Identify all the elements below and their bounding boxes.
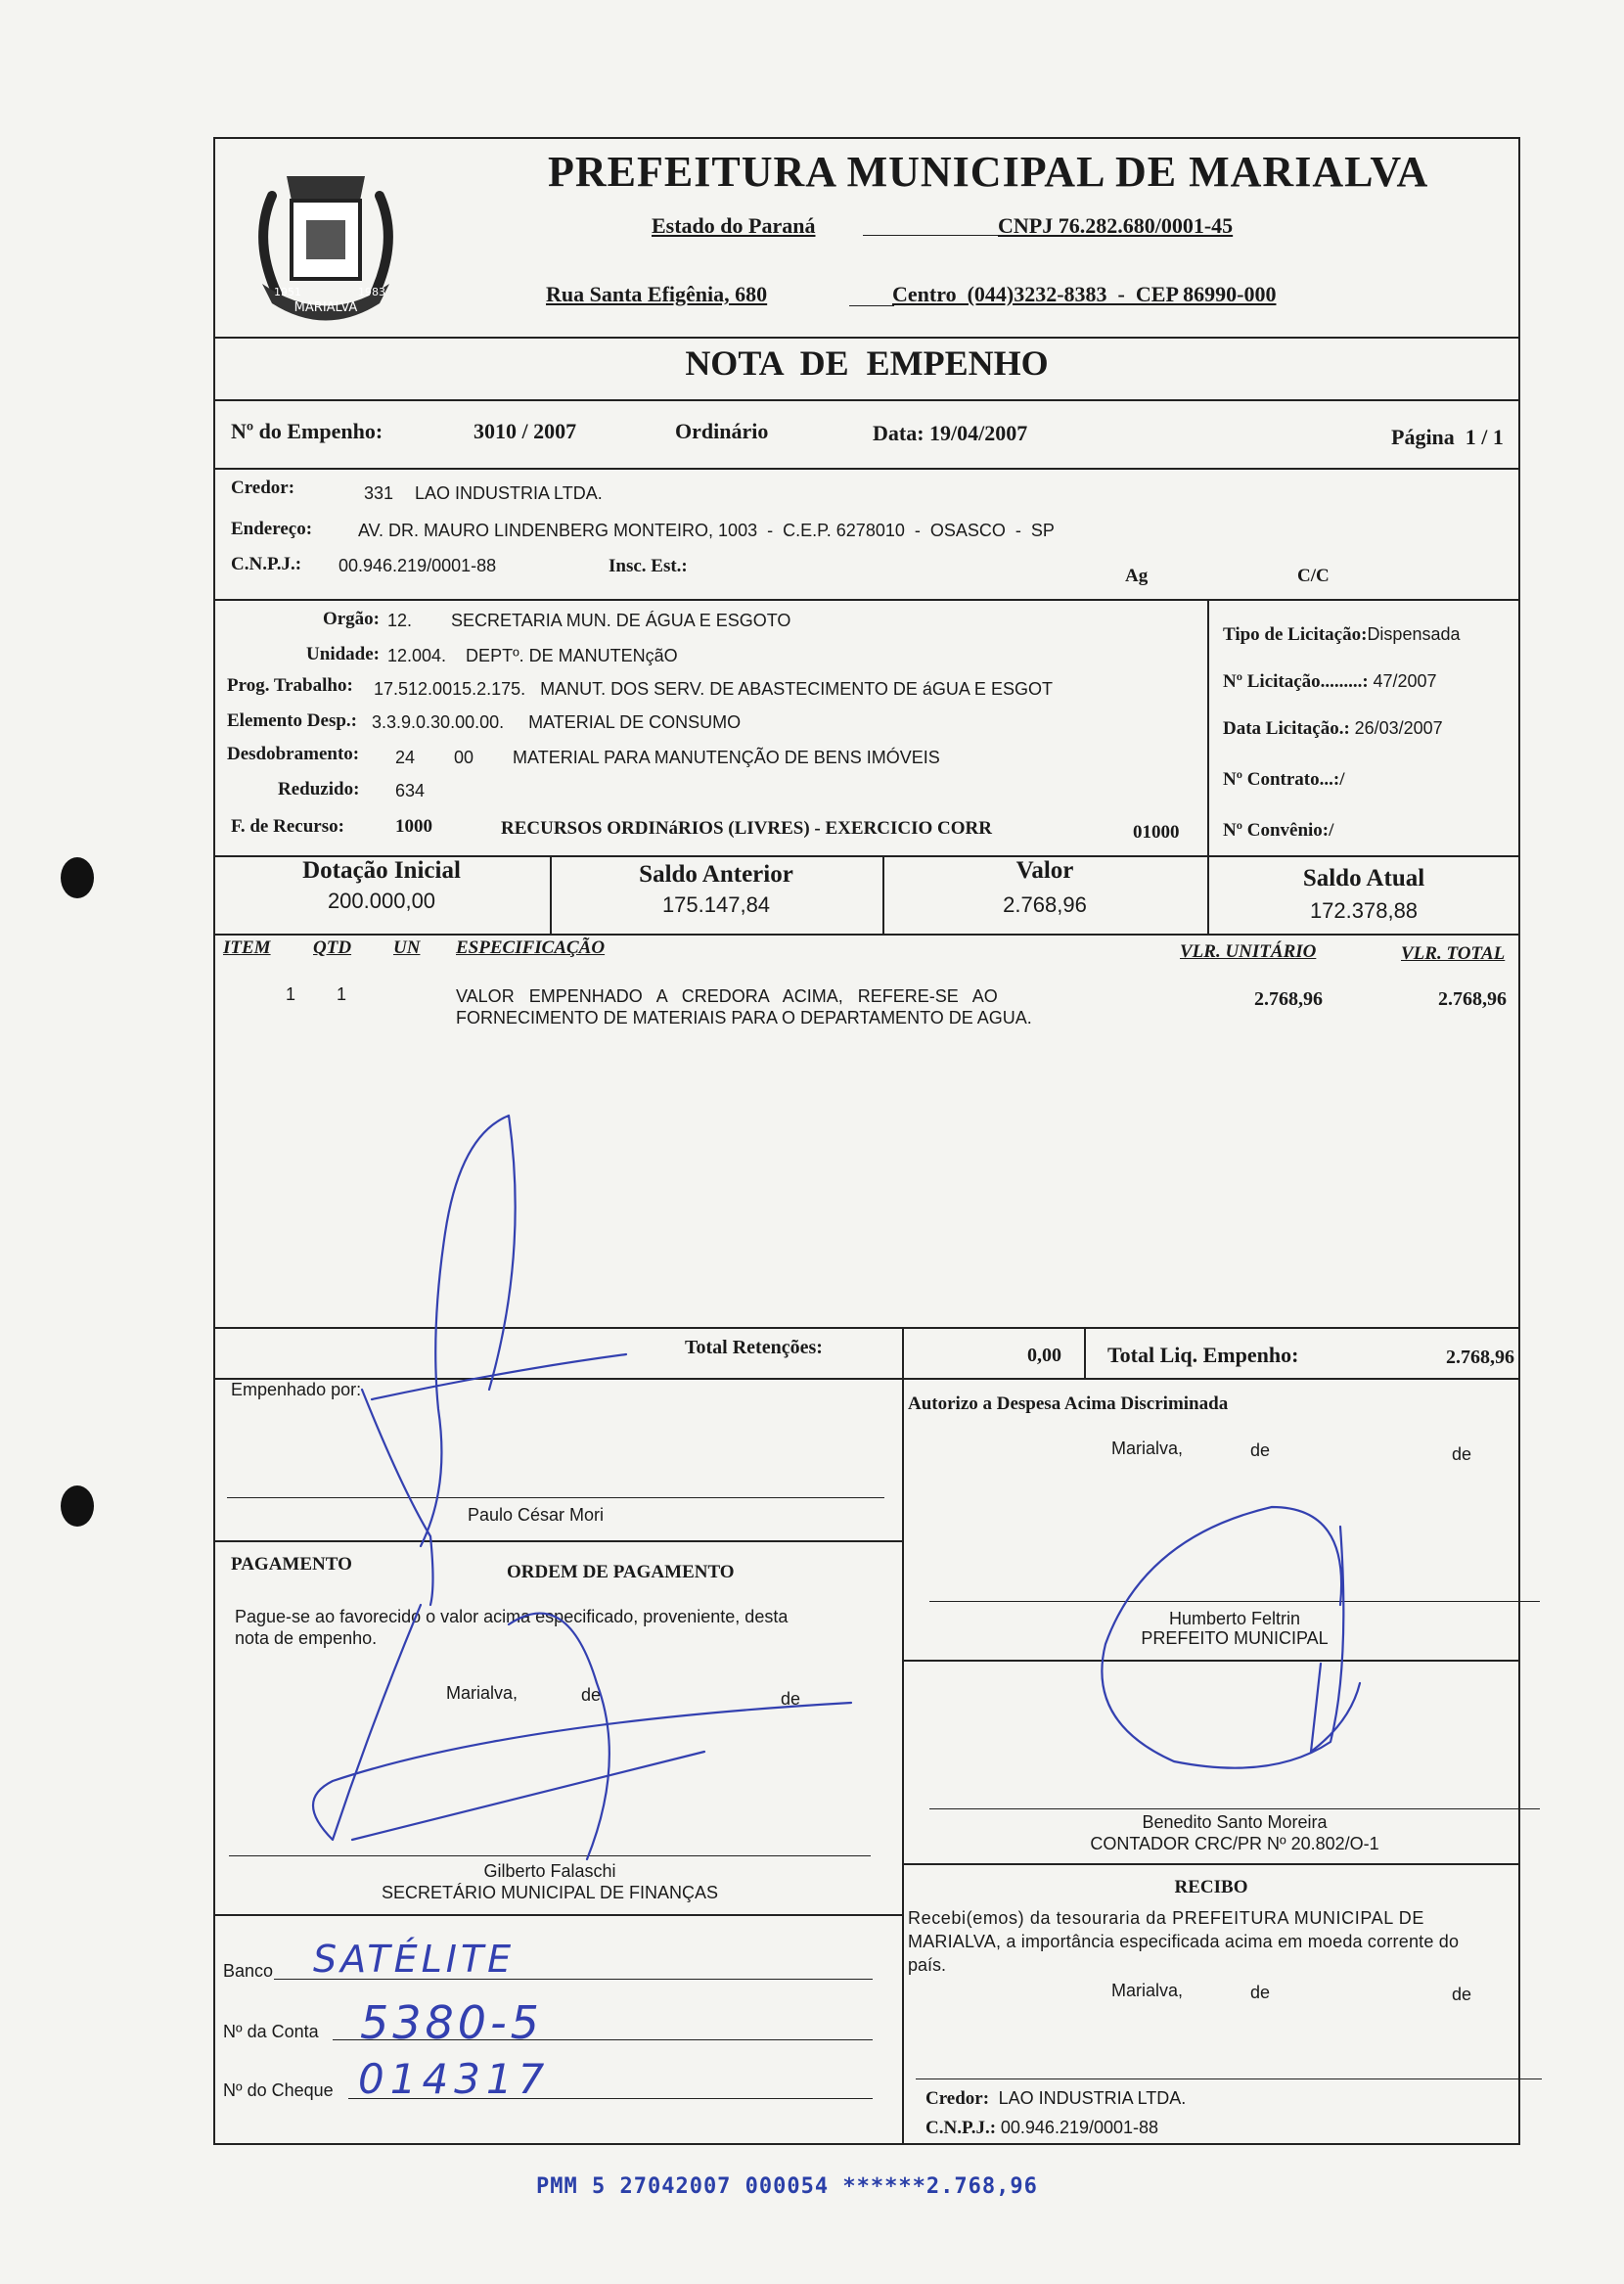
- page-title: PREFEITURA MUNICIPAL DE MARIALVA: [548, 148, 1429, 196]
- contador-name: Benedito Santo Moreira: [1142, 1812, 1328, 1832]
- elemento-label: Elemento Desp.:: [227, 710, 357, 731]
- prefeito-name: Humberto Feltrin: [1168, 1609, 1301, 1628]
- credor-label: Credor:: [231, 478, 295, 498]
- state: Estado do Paraná: [652, 213, 816, 238]
- data-licitacao: Data Licitação.: 26/03/2007: [1223, 718, 1443, 739]
- contador-title: CONTADOR CRC/PR Nº 20.802/O-1: [1090, 1834, 1379, 1853]
- desdob-label: Desdobramento:: [227, 744, 360, 764]
- left-de2: de: [781, 1689, 801, 1709]
- saldo-atual-value: 172.378,88: [1309, 898, 1419, 923]
- page-number: Página 1 / 1: [1391, 425, 1504, 449]
- recibo-cnpj: C.N.P.J.: 00.946.219/0001-88: [925, 2118, 1159, 2138]
- col-un: UN: [393, 937, 421, 958]
- elemento: 3.3.9.0.30.00.00. MATERIAL DE CONSUMO: [372, 712, 742, 732]
- num-convenio: Nº Convênio:/: [1223, 820, 1334, 841]
- secretario-title: SECRETÁRIO MUNICIPAL DE FINANÇAS: [381, 1883, 719, 1902]
- recibo-title: RECIBO: [1174, 1877, 1248, 1897]
- dotacao-label: Dotação Inicial: [302, 857, 461, 884]
- unidade-label: Unidade:: [306, 644, 380, 664]
- cnpj-label: C.N.P.J.:: [231, 554, 302, 574]
- recibo-line1: Recebi(emos) da tesouraria da PREFEITURA MUNICIPAL DE: [908, 1908, 1424, 1928]
- empenho-num: 3010 / 2007: [474, 419, 577, 443]
- ag-label: Ag: [1125, 566, 1149, 586]
- address-label: Endereço:: [231, 519, 313, 539]
- desdob: 24 00 MATERIAL PARA MANUTENÇÃO DE BENS IMÓVEIS: [395, 748, 940, 767]
- conta-value: 5380-5: [360, 1996, 543, 2049]
- svg-text:MARIALVA: MARIALVA: [293, 300, 358, 315]
- tipo-licitacao: Tipo de Licitação:Dispensada: [1223, 624, 1461, 645]
- cheque-label: Nº do Cheque: [223, 2080, 334, 2100]
- col-especificacao: ESPECIFICAÇÃO: [456, 937, 606, 958]
- cnpj-header: CNPJ 76.282.680/0001-45: [998, 213, 1234, 238]
- num-licitacao: Nº Licitação.........: 47/2007: [1223, 671, 1437, 692]
- saldo-anterior-value: 175.147,84: [661, 892, 771, 917]
- prog: 17.512.0015.2.175. MANUT. DOS SERV. DE ABASTECIMENTO DE áGUA E ESGOT: [374, 679, 1053, 699]
- total-liq: 2.768,96: [1446, 1347, 1514, 1368]
- total-liq-label: Total Liq. Empenho:: [1107, 1343, 1299, 1367]
- banco-value: SATÉLITE: [313, 1938, 516, 1981]
- credor-cnpj: 00.946.219/0001-88: [338, 556, 497, 575]
- recibo-de1: de: [1250, 1983, 1271, 2002]
- unidade: 12.004. DEPTº. DE MANUTENçãO: [387, 646, 678, 665]
- prefeito-title: PREFEITO MUNICIPAL: [1141, 1628, 1329, 1648]
- reduzido: 634: [395, 781, 426, 800]
- recibo-local: Marialva,: [1111, 1981, 1184, 2000]
- address-header: Rua Santa Efigênia, 680: [546, 282, 768, 306]
- ordem-pagamento: ORDEM DE PAGAMENTO: [507, 1562, 735, 1582]
- payment-stamp: PMM 5 27042007 000054 ******2.768,96: [536, 2174, 1038, 2199]
- pague-line1: Pague-se ao favorecido o valor acima especificado, proveniente, desta: [235, 1607, 789, 1626]
- recurso-desc: RECURSOS ORDINáRIOS (LIVRES) - EXERCICIO CORR: [501, 818, 992, 839]
- recibo-line2: MARIALVA, a importância especificada acima em moeda corrente do: [908, 1932, 1460, 1951]
- prog-label: Prog. Trabalho:: [227, 675, 353, 696]
- empenho-num-label: Nº do Empenho:: [231, 419, 383, 443]
- pagamento-label: PAGAMENTO: [231, 1554, 352, 1575]
- recibo-line3: país.: [908, 1955, 947, 1975]
- dotacao-value: 200.000,00: [327, 889, 436, 913]
- orgao: 12. SECRETARIA MUN. DE ÁGUA E ESGOTO: [387, 611, 791, 630]
- saldo-atual-label: Saldo Atual: [1302, 865, 1425, 891]
- contact-header: Centro (044)3232-8383 - CEP 86990-000: [892, 282, 1277, 306]
- recibo-de2: de: [1452, 1985, 1472, 2004]
- pague-line2: nota de empenho.: [235, 1628, 378, 1648]
- credor-code: 331: [364, 483, 394, 503]
- valor-value: 2.768,96: [1003, 892, 1087, 917]
- col-vlr-unitario: VLR. UNITÁRIO: [1180, 941, 1317, 962]
- saldo-anterior-label: Saldo Anterior: [639, 861, 793, 888]
- svg-text:1983: 1983: [358, 286, 385, 298]
- doc-title: NOTA DE EMPENHO: [685, 343, 1049, 383]
- cheque-value: 014317: [358, 2055, 551, 2103]
- orgao-label: Orgão:: [322, 609, 380, 629]
- total-retencoes-label: Total Retenções:: [685, 1337, 823, 1358]
- autorizo-label: Autorizo a Despesa Acima Discriminada: [908, 1393, 1229, 1414]
- secretario-name: Gilberto Falaschi: [483, 1861, 616, 1881]
- conta-label: Nº da Conta: [223, 2022, 319, 2041]
- col-qtd: QTD: [313, 937, 352, 958]
- empenho-type: Ordinário: [675, 419, 769, 443]
- cc-label: C/C: [1297, 566, 1330, 586]
- credor-name: LAO INDUSTRIA LTDA.: [415, 483, 603, 503]
- recurso-label: F. de Recurso:: [231, 816, 344, 837]
- recibo-credor: Credor: LAO INDUSTRIA LTDA.: [925, 2088, 1187, 2109]
- empenhado-label: Empenhado por:: [231, 1380, 362, 1399]
- recurso-num: 01000: [1133, 822, 1180, 843]
- col-item: ITEM: [223, 937, 271, 958]
- insc-label: Insc. Est.:: [609, 556, 688, 576]
- recurso-code: 1000: [395, 816, 432, 837]
- credor-address: AV. DR. MAURO LINDENBERG MONTEIRO, 1003 - C.E.P. 6278010 - OSASCO - SP: [358, 521, 1055, 540]
- right-de2: de: [1452, 1444, 1472, 1464]
- col-vlr-total: VLR. TOTAL: [1401, 943, 1506, 964]
- right-de1: de: [1250, 1440, 1271, 1460]
- left-de1: de: [581, 1685, 602, 1705]
- right-local: Marialva,: [1111, 1439, 1184, 1458]
- empenho-date: Data: 19/04/2007: [873, 421, 1028, 445]
- num-contrato: Nº Contrato...:/: [1223, 769, 1345, 790]
- reduzido-label: Reduzido:: [278, 779, 360, 799]
- empenhado-name: Paulo César Mori: [468, 1505, 605, 1525]
- total-retencoes: 0,00: [1027, 1345, 1061, 1366]
- valor-label: Valor: [1015, 857, 1074, 884]
- svg-text:1951: 1951: [274, 286, 301, 298]
- banco-label: Banco: [223, 1961, 274, 1981]
- left-local: Marialva,: [446, 1683, 519, 1703]
